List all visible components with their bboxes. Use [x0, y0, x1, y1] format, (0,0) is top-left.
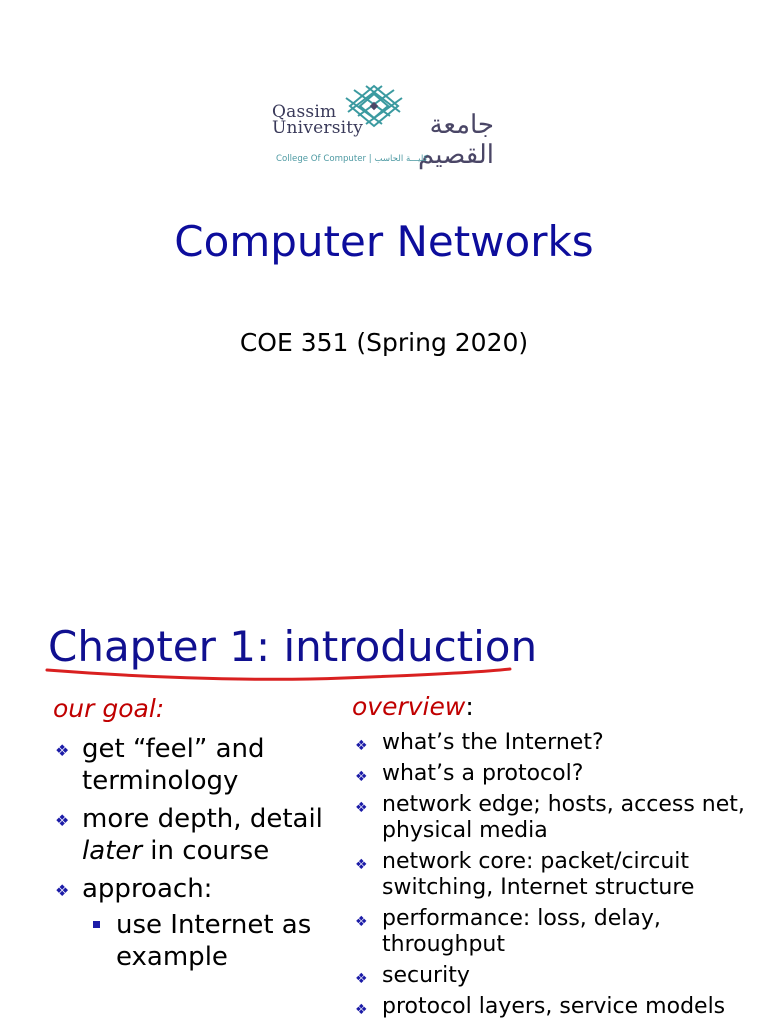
- goal-text: get “feel” and terminology: [82, 734, 265, 796]
- diamond-bullet-icon: ❖: [55, 881, 70, 900]
- list-item: [355, 792, 765, 844]
- course-subtitle: COE 351 (Spring 2020): [239, 328, 529, 357]
- diamond-bullet-icon: ❖: [55, 741, 70, 760]
- overview-heading: [352, 692, 474, 721]
- goal-sub-text: use Internet as example: [116, 910, 312, 972]
- overview-text: performance: loss, delay, throughput: [382, 906, 661, 957]
- square-bullet-icon: [93, 921, 100, 928]
- course-title: Computer Networks: [174, 217, 594, 266]
- logo-line-2: University: [272, 118, 364, 138]
- overview-text: security: [382, 963, 470, 988]
- goal-heading: our goal:: [53, 694, 165, 723]
- goal-text-before: more depth, detail: [82, 804, 323, 834]
- overview-text: network core: packet/circuit switching, Internet structure: [382, 849, 695, 900]
- overview-text: network edge; hosts, access net, physical media: [382, 792, 745, 843]
- list-item: [55, 873, 325, 905]
- diamond-bullet-icon: ❖: [55, 811, 70, 830]
- overview-text: protocol layers, service models: [382, 994, 726, 1019]
- list-item: [355, 906, 765, 958]
- goal-text-after: in course: [142, 836, 270, 866]
- logo-arabic-text: جامعة القصيم: [418, 110, 494, 170]
- list-item: [55, 733, 325, 797]
- goal-text: approach:: [82, 874, 213, 904]
- diamond-bullet-icon: ❖: [355, 769, 368, 785]
- overview-heading-colon: :: [465, 692, 474, 721]
- handwritten-underline: [44, 660, 514, 684]
- sub-list-item: [55, 909, 325, 973]
- overview-heading-text: overview: [352, 692, 466, 721]
- list-item: [355, 730, 765, 756]
- overview-list: [355, 730, 765, 1025]
- logo-latin-text: [272, 104, 363, 136]
- list-item: [355, 849, 765, 901]
- diamond-bullet-icon: ❖: [355, 1002, 368, 1018]
- list-item: [355, 963, 765, 989]
- goal-list: [55, 733, 325, 973]
- overview-text: what’s a protocol?: [382, 761, 584, 786]
- diamond-bullet-icon: ❖: [355, 857, 368, 873]
- diamond-bullet-icon: ❖: [355, 800, 368, 816]
- chapter-title: Chapter 1: introduction: [48, 622, 538, 671]
- diamond-bullet-icon: ❖: [355, 738, 368, 754]
- list-item: [55, 803, 325, 867]
- list-item: [355, 994, 765, 1020]
- university-logo: [272, 84, 494, 170]
- diamond-bullet-icon: ❖: [355, 971, 368, 987]
- overview-text: what’s the Internet?: [382, 730, 604, 755]
- logo-line-1: Qassim: [272, 102, 337, 122]
- goal-text-italic: later: [82, 836, 143, 866]
- list-item: [355, 761, 765, 787]
- diamond-bullet-icon: ❖: [355, 914, 368, 930]
- logo-college-text: College Of Computer | كليـــة الحاسب: [276, 154, 428, 164]
